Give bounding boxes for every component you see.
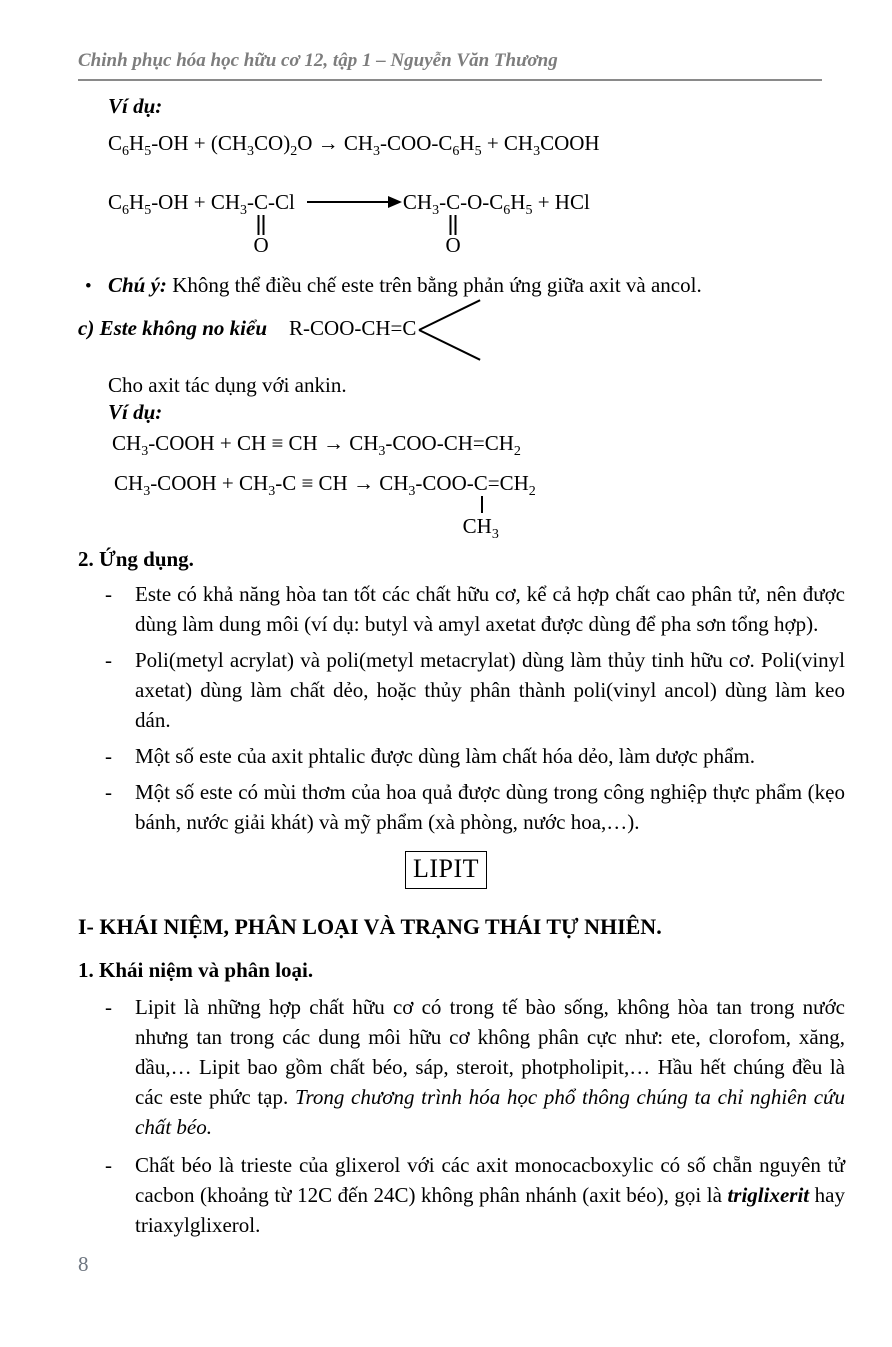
list-item-text: Lipit là những hợp chất hữu cơ có trong tế bào sống, không hòa tan trong nước nhưng tan trong các dung môi hữu cơ không phân cực như: ete, clorofom, xăng, dầu,… Lipit bao gồm chất béo, sáp, steroit, photpholipit,… Hầu hết chúng đều là các este phức tạp. [135,995,845,1109]
list-item [105,645,845,735]
note-text: Không thể điều chế este trên bằng phản ứng giữa axit và ancol. [172,273,702,297]
branched-carbon [462,470,499,543]
formula-right: $CH_3-$ [402,190,447,219]
formula-left: $CH_3$-COOH + $CH_3-C$ ≡ CH → $CH_3-COO-$ [114,471,474,500]
dash-icon: - [105,1153,112,1177]
list-item-italic-text: Trong chương trình hóa học phổ thông chúng ta chỉ nghiên cứu chất béo. [135,1085,846,1139]
list-item-text: Một số este của axit phtalic được dùng làm chất hóa dẻo, làm dược phẩm. [135,744,755,768]
dash-icon: - [105,780,112,804]
generic-ester-formula: R-COO-CH=C [289,316,417,340]
subsection-c-heading [78,316,892,368]
list-item [105,992,845,1142]
list-item [105,1150,845,1240]
list-item-text: Este có khả năng hòa tan tốt các chất hữu cơ, kể cả hợp chất cao phân tử, nên được dùng làm dung môi (ví dụ: butyl và amyl axetat được dùng để pha sơn tổng hợp). [135,582,845,636]
oxygen-atom: O [445,233,461,257]
method-line: Cho axit tác dụng với ankin. [108,373,347,397]
formula-after-c1: -Cl [268,190,295,214]
list-item-text: Poli(metyl acrylat) và poli(metyl metacrylat) dùng làm thủy tinh hữu cơ. Poli(vinyl axetat) dùng làm chất dẻo, hoặc thủy phân thành poli(vinyl ancol) dùng làm keo dán. [135,648,845,732]
dash-icon: - [105,995,112,1019]
list-item-text: hay triaxylglixerol. [135,1183,845,1237]
equation-acylation-chloride [108,189,892,264]
dash-icon: - [105,744,112,768]
double-bond-icon [258,215,265,235]
branch-bond-icon [419,327,481,333]
equation-propyne [114,470,892,542]
reaction-arrow-icon [307,201,389,203]
single-bond-icon [481,496,483,513]
example-label-1: Ví dụ: [108,94,163,118]
dash-icon: - [105,582,112,606]
lipit-list [0,992,892,1240]
carbon-atom: C [473,471,488,495]
list-item [105,777,845,837]
carbonyl-group [445,189,461,257]
dash-icon: - [105,648,112,672]
note-line [85,270,845,302]
formula-left: $C_6H_5-OH + CH_3-$ [108,190,255,219]
example-label-2: Ví dụ: [108,400,163,424]
subsection-1-heading: 1. Khái niệm và phân loại. [78,958,314,982]
double-bond-icon [450,215,457,235]
list-item [105,579,845,639]
list-item-text: Một số este có mùi thơm của hoa quả được dùng trong công nghiệp thực phẩm (kẹo bánh, nước giải khát) và mỹ phẩm (xà phòng, nước hoa,…). [135,780,845,834]
carbon-atom: C [254,190,269,214]
note-label: Chú ý: [108,273,167,297]
equation-acetylene: $CH_3$-COOH + CH ≡ CH → $CH_3-COO-CH=CH_2$ [112,431,521,460]
chapter-title-wrap [0,851,892,889]
section-ungdung-heading: 2. Ứng dụng. [78,547,194,571]
carbonyl-group [253,189,269,257]
term-triglixerit: triglixerit [727,1183,810,1207]
page-number: 8 [78,1252,89,1276]
formula-right: $=CH_2$ [487,471,536,500]
bullet-icon: • [85,276,92,297]
equation-acylation-anhydride: $C_6H_5-OH + (CH_3CO)_2O \to CH_3-COO-C_6H_5$ + $CH_3COOH$ [108,131,600,160]
list-item [105,741,845,771]
oxygen-atom: O [253,233,269,257]
carbon-atom: C [446,190,461,214]
running-title: Chinh phục hóa học hữu cơ 12, tập 1 – Nguyễn Văn Thương [78,50,558,71]
section-1-heading: I- KHÁI NIỆM, PHÂN LOẠI VÀ TRẠNG THÁI TỰ NHIÊN. [78,914,662,939]
methyl-group: $CH_3$ [462,514,499,543]
list-item-text: Chất béo là trieste của glixerol với các axit monocacboxylic có số chẵn nguyên tử cacbon (khoảng từ 12C đến 24C) không phân nhánh (axit béo), gọi là [135,1153,845,1207]
subsection-c-label: c) Este không no kiểu [78,316,268,340]
chapter-title: LIPIT [405,851,487,889]
formula-after-c2: $-O-C_6H_5$ + HCl [460,190,590,219]
